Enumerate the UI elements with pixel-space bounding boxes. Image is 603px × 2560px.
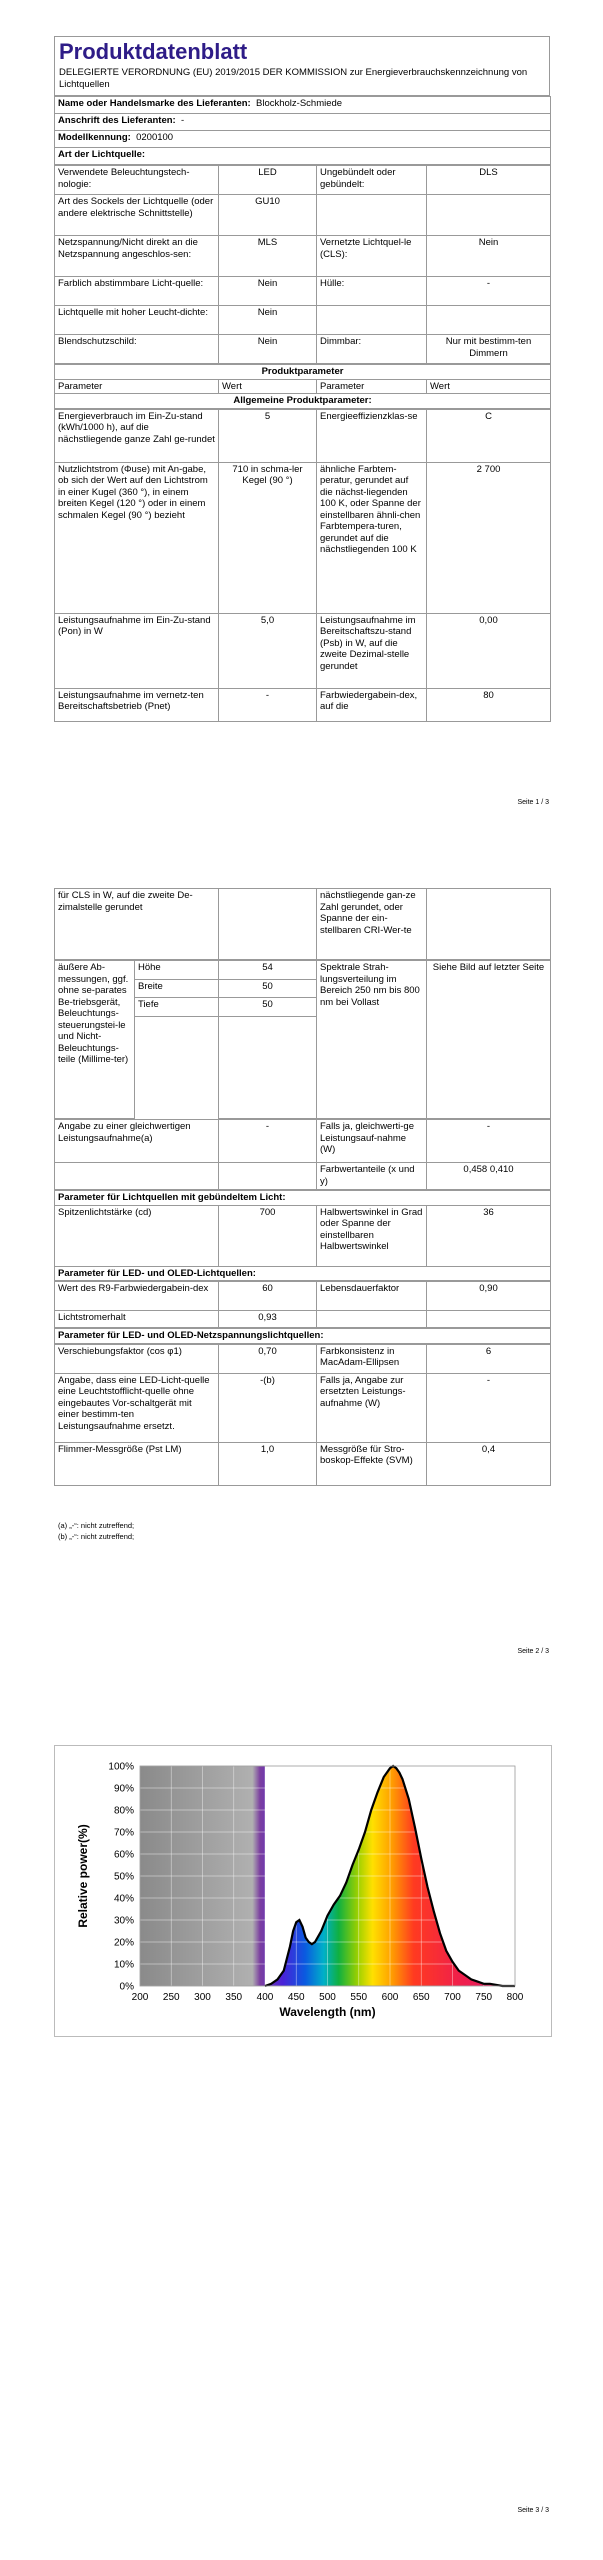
header-value: Wert [427, 379, 551, 394]
supplier-name-row [55, 97, 551, 114]
param-value: Nein [219, 335, 317, 364]
supplier-address-value: - [181, 115, 185, 126]
param-value: 5,0 [219, 613, 317, 688]
table-row [55, 462, 551, 613]
param-value: 5 [219, 409, 317, 462]
x-tick-label: 250 [162, 1992, 180, 2003]
regulation-subtitle: DELEGIERTE VERORDNUNG (EU) 2019/2015 DER KOMMISSION zur Energieverbrauchskennzeichnung von Lichtquellen [54, 65, 550, 96]
spectral-label: Spektrale Strah-lungsverteilung im Bereich 250 nm bis 800 nm bei Vollast [317, 961, 427, 1119]
y-tick-label: 70% [113, 1827, 134, 1839]
param-value: Nur mit bestimm-ten Dimmern [427, 335, 551, 364]
param-label: Farbwertanteile (x und y) [317, 1163, 427, 1190]
dimension-value: 50 [219, 998, 317, 1017]
param-value: 36 [427, 1205, 551, 1266]
supplier-address-label: Anschrift des Lieferanten: [58, 115, 176, 126]
footnote-a: (a) „-“: nicht zutreffend; [58, 1521, 135, 1530]
dimension-name: Höhe [135, 961, 219, 980]
table-row [55, 277, 551, 306]
param-value: - [427, 1373, 551, 1442]
param-value: 2 700 [427, 462, 551, 613]
x-tick-label: 350 [225, 1992, 243, 2003]
x-tick-label: 300 [194, 1992, 211, 2003]
table-row [55, 195, 551, 236]
y-tick-label: 60% [113, 1849, 134, 1861]
header-parameter: Parameter [317, 379, 427, 394]
general-params-heading: Allgemeine Produktparameter: [55, 394, 551, 409]
dimension-name: Tiefe [135, 998, 219, 1017]
param-value: 0,93 [219, 1311, 317, 1328]
spectral-value: Siehe Bild auf letzter Seite [427, 961, 551, 1119]
x-tick-label: 400 [256, 1992, 274, 2003]
param-label: Netzspannung/Nicht direkt an die Netzspannung angeschlos-sen: [55, 236, 219, 277]
x-axis-label: Wavelength (nm) [279, 2005, 376, 2019]
mains-table [54, 1344, 551, 1486]
table-row [55, 409, 551, 462]
param-label: Energieeffizienzklas-se [317, 409, 427, 462]
param-label: Leistungsaufnahme im vernetz-ten Bereitschaftsbetrieb (Pnet) [55, 688, 219, 721]
param-value: 0,70 [219, 1344, 317, 1373]
continued-table [54, 888, 551, 960]
param-value: C [427, 409, 551, 462]
table-row [55, 1120, 551, 1163]
model-label: Modellkennung: [58, 132, 131, 143]
param-label: ähnliche Farbtem-peratur, gerundet auf die nächst-liegenden 100 K, oder Spanne der einstellbaren ähnli-chen Farbtempera-turen, gerundet auf die nächstliegenden 100 K [317, 462, 427, 613]
param-value: 60 [219, 1282, 317, 1311]
table-row [55, 688, 551, 721]
param-label: Falls ja, Angabe zur ersetzten Leistungs-aufnahme (W) [317, 1373, 427, 1442]
supplier-name-value: Blockholz-Schmiede [256, 98, 343, 109]
param-label: Farblich abstimmbare Licht-quelle: [55, 277, 219, 306]
param-value: - [427, 1120, 551, 1163]
param-value: 710 in schma-ler Kegel (90 °) [219, 462, 317, 613]
supplier-table [54, 96, 551, 165]
param-value [219, 1163, 317, 1190]
page-break-mask [54, 790, 550, 800]
footnote-b: (b) „-“: nicht zutreffend; [58, 1532, 135, 1541]
y-tick-label: 90% [113, 1783, 134, 1795]
param-value: - [219, 688, 317, 721]
param-value [427, 889, 551, 960]
x-tick-label: 450 [287, 1992, 305, 2003]
param-label: Energieverbrauch im Ein-Zu-stand (kWh/1000 h), auf die nächstliegende ganze Zahl ge-rundet [55, 409, 219, 462]
param-label [317, 1311, 427, 1328]
table-row [55, 236, 551, 277]
table-row [55, 306, 551, 335]
param-label: Verschiebungsfaktor (cos φ1) [55, 1344, 219, 1373]
y-tick-label: 0% [119, 1981, 134, 1993]
dimensions-table [54, 960, 551, 1119]
x-tick-label: 750 [475, 1992, 493, 2003]
param-label: Flimmer-Messgröße (Pst LM) [55, 1442, 219, 1485]
spectrum-chart-svg [55, 1746, 551, 2036]
y-tick-label: 30% [113, 1915, 134, 1927]
table-row [55, 1282, 551, 1311]
x-tick-label: 800 [506, 1992, 524, 2003]
param-label: Leistungsaufnahme im Ein-Zu-stand (Pon) in W [55, 613, 219, 688]
param-value: 0,00 [427, 613, 551, 688]
page-number: Seite 2 / 3 [517, 1648, 549, 1655]
mains-heading-table [54, 1328, 551, 1344]
param-value: -(b) [219, 1373, 317, 1442]
param-label [317, 306, 427, 335]
table-row [55, 1373, 551, 1442]
spectrum-chart [54, 1745, 552, 2037]
header-parameter: Parameter [55, 379, 219, 394]
param-label: Farbkonsistenz in MacAdam-Ellipsen [317, 1344, 427, 1373]
param-value [427, 1311, 551, 1328]
table-row [55, 1344, 551, 1373]
led-heading: Parameter für LED- und OLED-Lichtquellen: [55, 1266, 551, 1281]
equivalent-power-table [54, 1119, 551, 1190]
model-value: 0200100 [136, 132, 174, 143]
param-label: Lichtstromerhalt [55, 1311, 219, 1328]
param-label: Spitzenlichtstärke (cd) [55, 1205, 219, 1266]
param-label: Dimmbar: [317, 335, 427, 364]
param-value: MLS [219, 236, 317, 277]
footnotes [58, 1520, 134, 1542]
y-tick-label: 20% [113, 1937, 134, 1949]
mains-heading: Parameter für LED- und OLED-Netzspannungslichtquellen: [55, 1329, 551, 1344]
param-label: Halbwertswinkel in Grad oder Spanne der einstellbaren Halbwertswinkel [317, 1205, 427, 1266]
dimension-name: Breite [135, 979, 219, 998]
empty-cell [219, 1016, 317, 1119]
param-label: nächstliegende gan-ze Zahl gerundet, oder Spanne der ein-stellbaren CRI-Wer-te [317, 889, 427, 960]
param-value [219, 889, 317, 960]
y-axis-label: Relative power(%) [76, 1824, 90, 1928]
x-tick-label: 600 [381, 1992, 399, 2003]
header-value: Wert [219, 379, 317, 394]
param-label: Falls ja, gleichwerti-ge Leistungsauf-nahme (W) [317, 1120, 427, 1163]
page-2 [54, 888, 550, 1486]
type-table [54, 165, 551, 364]
param-label: Lichtquelle mit hoher Leucht-dichte: [55, 306, 219, 335]
param-value: Nein [219, 277, 317, 306]
y-tick-label: 40% [113, 1893, 134, 1905]
x-tick-label: 550 [350, 1992, 368, 2003]
page-1 [54, 36, 550, 722]
param-value: 0,458 0,410 [427, 1163, 551, 1190]
general-params-table [54, 409, 551, 722]
param-label: Angabe zu einer gleichwertigen Leistungsaufnahme(a) [55, 1120, 219, 1163]
param-value: 80 [427, 688, 551, 721]
directional-heading: Parameter für Lichtquellen mit gebündeltem Licht: [55, 1191, 551, 1206]
y-tick-label: 10% [113, 1959, 134, 1971]
x-tick-label: 700 [444, 1992, 461, 2003]
product-params-heading: Produktparameter [55, 365, 551, 380]
dimensions-label: äußere Ab-messungen, ggf. ohne se-parates Be-triebsgerät, Beleuchtungs-steuerungstei-le und Nicht-Beleuchtungs-teile (Millime-ter) [55, 961, 135, 1119]
param-label: Messgröße für Stro-boskop-Effekte (SVM) [317, 1442, 427, 1485]
param-value: 0,4 [427, 1442, 551, 1485]
table-row [55, 335, 551, 364]
directional-table [54, 1190, 551, 1281]
param-value: DLS [427, 166, 551, 195]
param-value: 0,90 [427, 1282, 551, 1311]
led-table [54, 1281, 551, 1328]
page-number: Seite 1 / 3 [517, 799, 549, 806]
param-label [55, 1163, 219, 1190]
supplier-address-row [55, 114, 551, 131]
param-label [317, 195, 427, 236]
y-tick-label: 100% [108, 1761, 134, 1773]
param-value: 6 [427, 1344, 551, 1373]
param-label: Ungebündelt oder gebündelt: [317, 166, 427, 195]
y-tick-label: 80% [113, 1805, 134, 1817]
param-value: - [427, 277, 551, 306]
param-label: Blendschutzschild: [55, 335, 219, 364]
dimension-value: 50 [219, 979, 317, 998]
table-row [55, 613, 551, 688]
param-value: Nein [219, 306, 317, 335]
param-label: Leistungsaufnahme im Bereitschaftszu-stand (Psb) in W, auf die zweite Dezimal-stelle gerundet [317, 613, 427, 688]
page-number: Seite 3 / 3 [517, 2507, 549, 2514]
empty-cell [135, 1016, 219, 1119]
param-label: Vernetzte Lichtquel-le (CLS): [317, 236, 427, 277]
param-value: Nein [427, 236, 551, 277]
param-value [427, 195, 551, 236]
x-tick-label: 650 [412, 1992, 430, 2003]
page-title: Produktdatenblatt [54, 36, 550, 65]
light-source-type-heading: Art der Lichtquelle: [55, 148, 551, 165]
param-value: GU10 [219, 195, 317, 236]
param-label: Wert des R9-Farbwiedergabein-dex [55, 1282, 219, 1311]
table-row [55, 1442, 551, 1485]
param-label: Hülle: [317, 277, 427, 306]
param-value [427, 306, 551, 335]
model-row [55, 131, 551, 148]
param-label: Angabe, dass eine LED-Licht-quelle eine Leuchtstofflicht-quelle ohne eingebautes Vor-schaltgerät mit einer bestimm-ten Leistungsaufnahme ersetzt. [55, 1373, 219, 1442]
param-value: 700 [219, 1205, 317, 1266]
table-row [55, 166, 551, 195]
table-row [55, 1311, 551, 1328]
y-tick-label: 50% [113, 1871, 134, 1883]
param-label: Lebensdauerfaktor [317, 1282, 427, 1311]
param-label: Farbwiedergabein-dex, auf die [317, 688, 427, 721]
x-tick-label: 200 [131, 1992, 149, 2003]
dimension-value: 54 [219, 961, 317, 980]
supplier-name-label: Name oder Handelsmarke des Lieferanten: [58, 98, 251, 109]
param-label: für CLS in W, auf die zweite De-zimalstelle gerundet [55, 889, 219, 960]
param-value: 1,0 [219, 1442, 317, 1485]
param-label: Art des Sockels der Lichtquelle (oder andere elektrische Schnittstelle) [55, 195, 219, 236]
param-label: Verwendete Beleuchtungstech-nologie: [55, 166, 219, 195]
param-label: Nutzlichtstrom (Φuse) mit An-gabe, ob sich der Wert auf den Lichtstrom in einer Kugel (360 °), in einem breiten Kegel (120 °) oder in einem schmalen Kegel (90 °) bezieht [55, 462, 219, 613]
table-row [55, 1163, 551, 1190]
param-value: - [219, 1120, 317, 1163]
product-params-table [54, 364, 551, 409]
x-tick-label: 500 [319, 1992, 336, 2003]
param-value: LED [219, 166, 317, 195]
